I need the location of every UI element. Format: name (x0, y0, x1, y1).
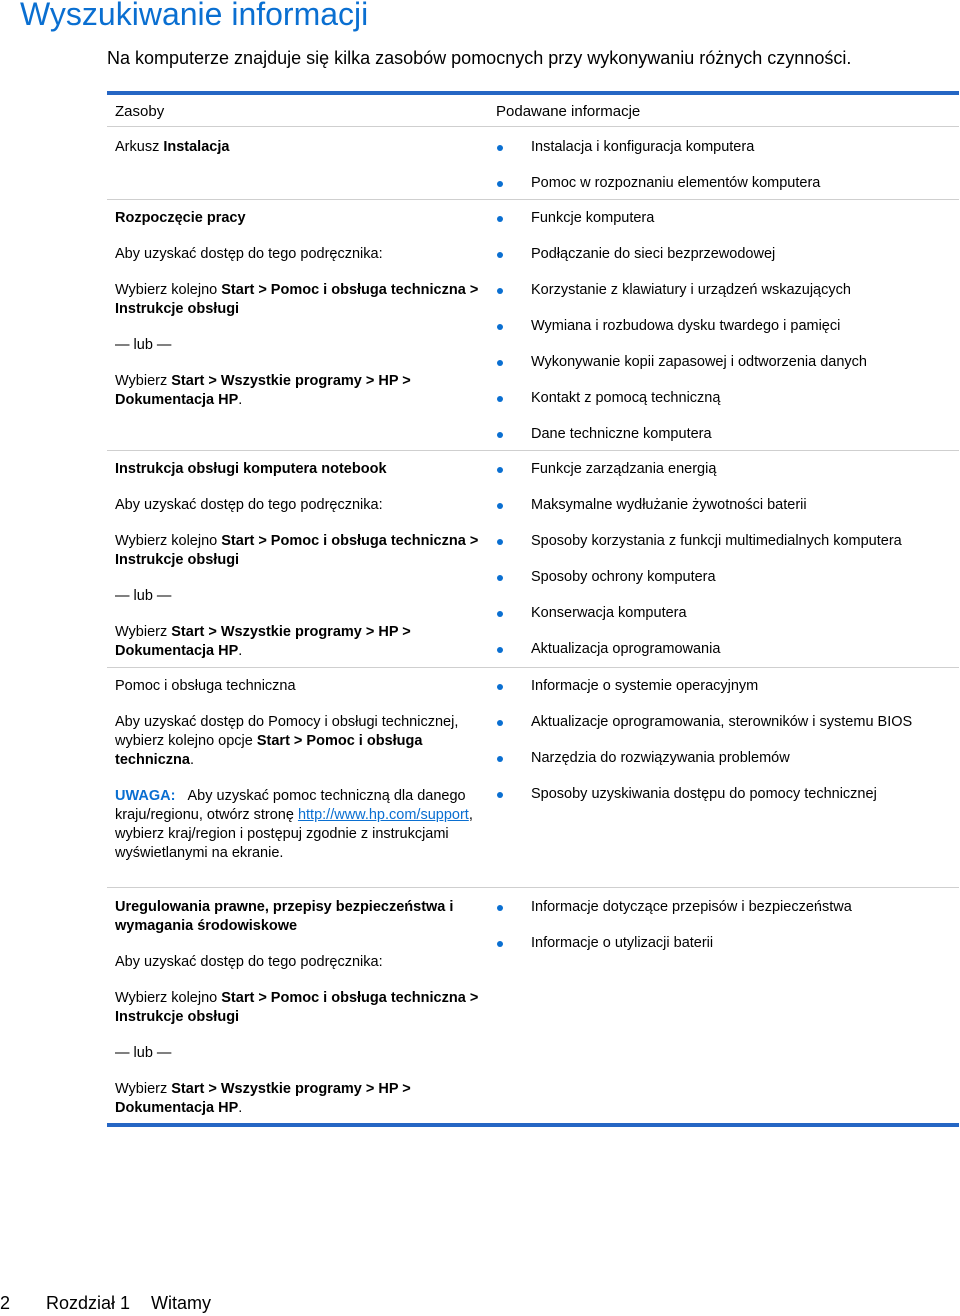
row-divider (107, 199, 959, 200)
bullet-icon (497, 252, 503, 258)
resource-title: Rozpoczęcie pracy (115, 210, 246, 226)
bullet-icon (497, 432, 503, 438)
page-title: Wyszukiwanie informacji (20, 0, 369, 32)
bullet-icon (497, 467, 503, 473)
header-info: Podawane informacje (496, 103, 641, 120)
bullet-icon (497, 792, 503, 798)
resource-name: Instalacja (163, 139, 230, 155)
access-text: Aby uzyskać dostęp do tego podręcznika: (115, 954, 383, 970)
or-separator: — lub — (115, 337, 172, 353)
bullet-icon (497, 647, 503, 653)
support-link[interactable]: http://www.hp.com/support (297, 807, 469, 823)
access-path-2: Wybierz Start > Wszystkie programy > HP > Dokumentacja HP. (115, 624, 411, 659)
resource-help-support (115, 677, 485, 880)
resource-title: Instrukcja obsługi komputera notebook (115, 461, 387, 477)
table-top-rule (107, 91, 959, 95)
chapter-label: Rozdział 1 (46, 1293, 131, 1313)
row-divider (107, 450, 959, 451)
intro-text: Na komputerze znajduje się kilka zasobów pomocnych przy wykonywaniu różnych czynności. (107, 48, 852, 68)
bullet-icon (497, 905, 503, 911)
access-path-1: Wybierz kolejno Start > Pomoc i obsługa techniczna > Instrukcje obsługi (115, 282, 479, 317)
note: UWAGA: Aby uzyskać pomoc techniczną dla danego kraju/regionu, otwórz stronę http://www.hp.com/support, wybierz kraj/region i postępuj zgodnie z instrukcjami wyświetlanymi na ekranie. (115, 788, 473, 861)
bullet-icon (497, 216, 503, 222)
access-text: Aby uzyskać dostęp do tego podręcznika: (115, 497, 383, 513)
access-path-2: Wybierz Start > Wszystkie programy > HP > Dokumentacja HP. (115, 1081, 411, 1116)
bullet-icon (497, 503, 503, 509)
resource-setup-sheet: Arkusz Instalacja (115, 139, 230, 155)
bullet-icon (497, 611, 503, 617)
access-path-1: Wybierz kolejno Start > Pomoc i obsługa techniczna > Instrukcje obsługi (115, 533, 479, 568)
row-divider (107, 887, 959, 888)
resource-regulatory (115, 898, 485, 1135)
bullet-icon (497, 684, 503, 690)
bullet-icon (497, 575, 503, 581)
bullet-icon (497, 756, 503, 762)
bullet-icon (497, 720, 503, 726)
resource-notebook-guide (115, 460, 485, 678)
chapter-title: Witamy (151, 1293, 211, 1313)
bullet-icon (497, 539, 503, 545)
bullet-icon (497, 288, 503, 294)
bullet-icon (497, 181, 503, 187)
bullet-icon (497, 145, 503, 151)
access-path-1: Wybierz kolejno Start > Pomoc i obsługa techniczna > Instrukcje obsługi (115, 990, 479, 1025)
access-text: Aby uzyskać dostęp do Pomocy i obsługi technicznej, wybierz kolejno opcje Start > Pomoc i obsługa techniczna. (115, 714, 459, 768)
page-number: 2 (0, 1293, 11, 1313)
table-bottom-rule (107, 1123, 959, 1127)
bullet-icon (497, 324, 503, 330)
bullet-icon (497, 360, 503, 366)
header-resources: Zasoby (115, 103, 165, 120)
bullet-icon (497, 396, 503, 402)
header-divider (107, 126, 959, 127)
access-path-2: Wybierz Start > Wszystkie programy > HP > Dokumentacja HP. (115, 373, 411, 408)
resource-title: Uregulowania prawne, przepisy bezpieczeństwa i wymagania środowiskowe (115, 899, 454, 934)
or-separator: — lub — (115, 1045, 172, 1061)
note-label: UWAGA: (115, 788, 176, 804)
or-separator: — lub — (115, 588, 172, 604)
access-text: Aby uzyskać dostęp do tego podręcznika: (115, 246, 383, 262)
resource-getting-started (115, 209, 485, 427)
resource-title: Pomoc i obsługa techniczna (115, 678, 296, 694)
bullet-icon (497, 941, 503, 947)
